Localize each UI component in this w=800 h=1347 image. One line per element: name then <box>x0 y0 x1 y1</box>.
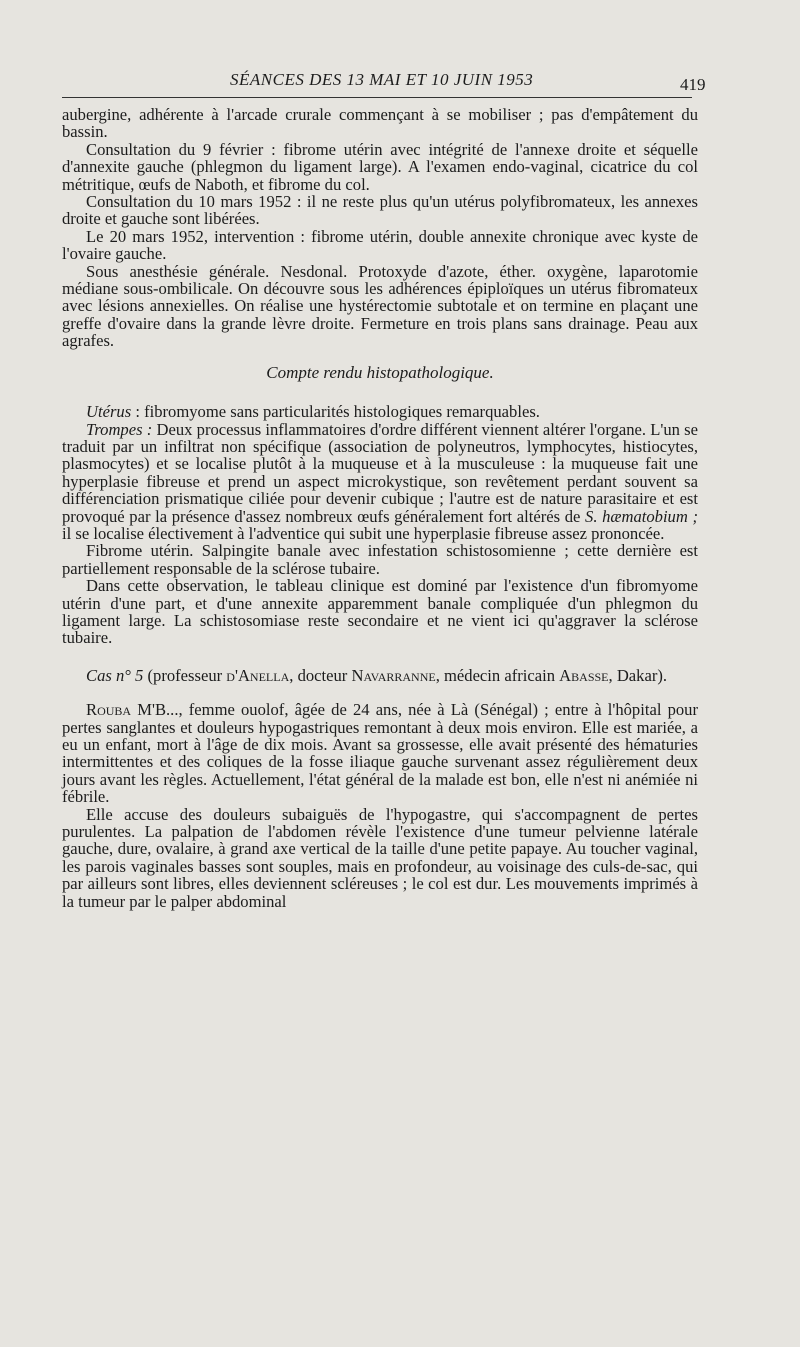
running-header: SÉANCES DES 13 MAI ET 10 JUIN 1953 <box>230 70 534 89</box>
paragraph-symptoms: Elle accuse des douleurs subaiguës de l'hypogastre, qui s'accompagnent de pertes purulentes. La palpation de l'abdomen révèle l'existence d'une tumeur pelvienne latérale gauche, dure, ovalaire, à grand axe vertical de la taille d'une petite papaye. Au toucher vaginal, les parois vaginales basses sont souples, mais en profondeur, au voisinage des culs-de-sac, qui par ailleurs sont libres, elles deviennent scléreuses ; le col est dur. Les mouvements imprimés à la tumeur par le palper abdominal <box>62 804 698 911</box>
author-abasse: Abasse <box>559 665 609 685</box>
paragraph-consultation-february: Consultation du 9 février : fibrome utérin avec intégrité de l'annexe droite et séquelle d'annexite gauche (phlegmon du ligament large). A l'examen endo-vaginal, cicatrice du col métritique, œufs de Naboth, et fibrome du col. <box>62 139 698 194</box>
paragraph-conclusion: Fibrome utérin. Salpingite banale avec infestation schistosomienne ; cette dernière est partiellement responsable de la sclérose tubaire. <box>62 541 698 578</box>
text-uterus: : fibromyome sans particularités histologiques remarquables. <box>131 402 540 422</box>
case-heading: Cas n° 5 (professeur d'Anella, docteur Navarranne, médecin africain Abasse, Dakar). <box>86 665 668 685</box>
paragraph-anesthesia: Sous anesthésie générale. Nesdonal. Protoxyde d'azote, éther. oxygène, laparotomie médiane sous-ombilicale. On découvre sous les adhérences épiploïques un utérus fibromateux avec lésions annexielles. On réalise une hystérectomie subtotale et on termine en plaçant une greffe d'ovaire dans la grande lèvre droite. Fermeture en trois plans sans drainage. Peau aux agrafes. <box>62 261 698 351</box>
text-trompes-a: Deux processus inflammatoires d'ordre différent viennent altérer l'organe. L'un se traduit par un infiltrat non spécifique (association de polyneutros, lymphocytes, histiocytes, plasmocytes) et se localise plutôt à la muqueuse et à la musculeuse : la muqueuse fait une hyperplasie fibreuse et prend un aspect microkystique, son revêtement perdant souvent sa différenciation prismatique ciliée pour devenir cubique ; l'autre est de nature parasitaire et est provoqué par la présence d'assez nombreux œufs généralement fort altérés de <box>62 419 698 526</box>
paragraph-consultation-march: Consultation du 10 mars 1952 : il ne reste plus qu'un utérus polyfibromateux, les annexes droite et gauche sont libérées. <box>62 192 698 229</box>
species-name: S. hæmatobium ; <box>585 506 698 526</box>
patient-name: Rouba <box>86 700 132 720</box>
paragraph-patient: Rouba M'B..., femme ouolof, âgée de 24 ans, née à Là (Sénégal) ; entre à l'hôpital pour pertes sanglantes et douleurs hypogastriques remontant à deux mois environ. Elle est mariée, a eu un enfant, mort à l'âge de dix mois. Avant sa grossesse, elle avait présenté des hématuries intermittentes et des coliques de la fosse iliaque gauche survenant assez régulièrement deux jours avant les règles. Actuellement, l'état général de la malade est bon, elle n'est ni anémiée ni fébrile. <box>62 700 698 807</box>
paragraph-continuation: aubergine, adhérente à l'arcade crurale commençant à se mobiliser ; pas d'empâtement du bassin. <box>62 105 698 142</box>
page-number: 419 <box>680 75 706 94</box>
text-trompes-b: il se localise électivement à l'adventice qui subit une hyperplasie fibreuse assez prononcée. <box>62 523 665 543</box>
body-text <box>62 106 698 910</box>
author-anella: d'Anella <box>226 665 290 685</box>
paragraph-trompes <box>62 421 698 543</box>
header-rule <box>62 97 692 98</box>
label-uterus: Utérus <box>86 402 132 422</box>
case-label: Cas n° 5 <box>86 665 144 685</box>
paragraph-uterus <box>62 403 698 420</box>
paragraph-discussion: Dans cette observation, le tableau clinique est dominé par l'existence d'un fibromyome utérin d'une part, et d'une annexite apparemment banale compliquée d'un phlegmon du ligament large. La schistosomiase reste secondaire et ne vient ici qu'aggraver la sclérose tubaire. <box>62 576 698 648</box>
author-navarranne: Navarranne <box>351 665 436 685</box>
paragraph-intervention: Le 20 mars 1952, intervention : fibrome utérin, double annexite chronique avec kyste de l'ovaire gauche. <box>62 226 698 264</box>
label-trompes: Trompes : <box>86 419 153 439</box>
section-title: Compte rendu histopathologique. <box>266 362 494 382</box>
